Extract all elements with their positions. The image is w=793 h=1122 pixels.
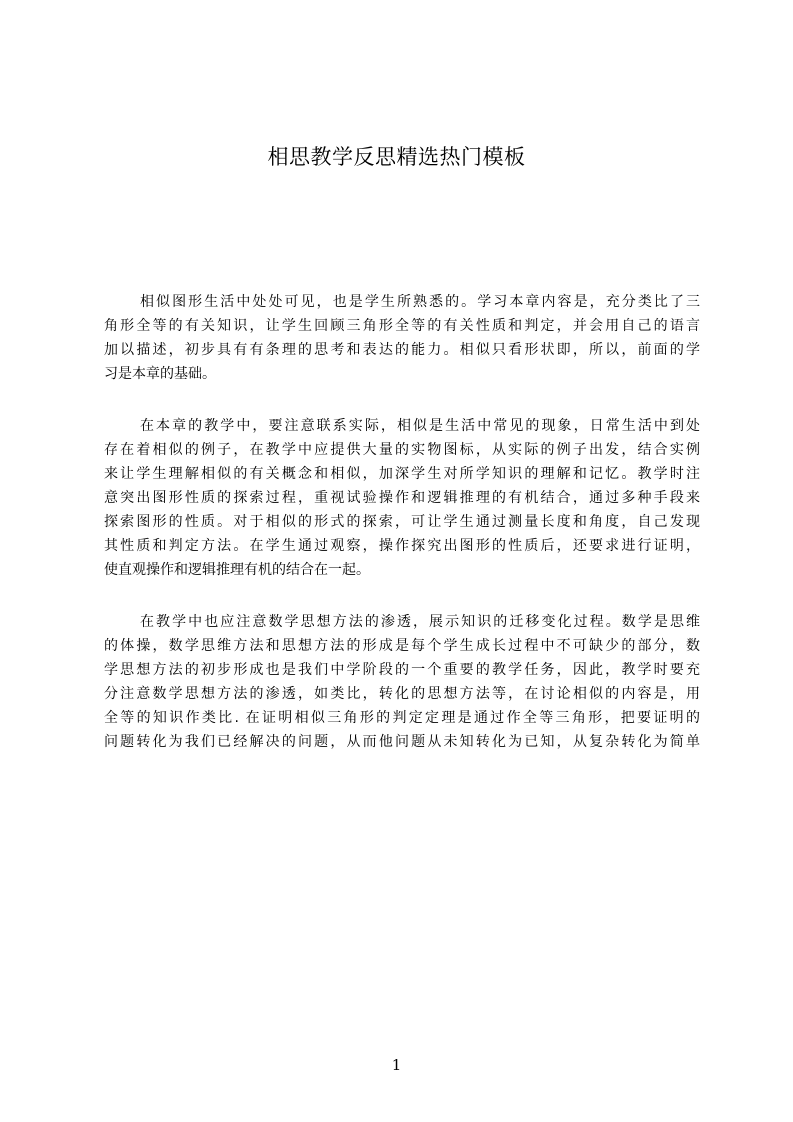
text-line: 在本章的教学中，要注意联系实际，相似是生活中常见的现象，日常生活中到处 bbox=[140, 418, 700, 434]
paragraph-3 bbox=[104, 610, 700, 754]
text-line: 问题转化为我们已经解决的问题，从而他问题从未知转化为已知，从复杂转化为简单 bbox=[104, 734, 700, 750]
document-body bbox=[104, 290, 700, 782]
text-line: 全等的知识作类比. 在证明相似三角形的判定定理是通过作全等三角形，把要证明的 bbox=[104, 710, 700, 726]
text-line: 其性质和判定方法。在学生通过观察，操作探究出图形的性质后，还要求进行证明， bbox=[104, 538, 700, 554]
page-number: 1 bbox=[391, 1056, 402, 1074]
text-line: 的体操，数学思维方法和思想方法的形成是每个学生成长过程中不可缺少的部分，数 bbox=[104, 638, 700, 654]
paragraph-1 bbox=[104, 290, 700, 386]
paragraph-2 bbox=[104, 414, 700, 582]
text-line: 来让学生理解相似的有关概念和相似，加深学生对所学知识的理解和记忆。教学时注 bbox=[104, 466, 700, 482]
text-line: 学思想方法的初步形成也是我们中学阶段的一个重要的教学任务，因此，教学时要充 bbox=[104, 662, 700, 678]
document-title: 相思教学反思精选热门模板 bbox=[267, 145, 526, 169]
text-line: 加以描述，初步具有有条理的思考和表达的能力。相似只看形状即，所以，前面的学 bbox=[104, 342, 700, 358]
text-line: 使直观操作和逻辑推理有机的结合在一起。 bbox=[104, 562, 370, 578]
text-line: 意突出图形性质的探索过程，重视试验操作和逻辑推理的有机结合，通过多种手段来 bbox=[104, 490, 700, 506]
text-line: 相似图形生活中处处可见，也是学生所熟悉的。学习本章内容是，充分类比了三 bbox=[140, 294, 700, 310]
text-line: 探索图形的性质。对于相似的形式的探索，可让学生通过测量长度和角度，自己发现 bbox=[104, 514, 700, 530]
text-line: 习是本章的基础。 bbox=[104, 366, 216, 382]
text-line: 分注意数学思想方法的渗透，如类比，转化的思想方法等，在讨论相似的内容是，用 bbox=[104, 686, 700, 702]
text-line: 存在着相似的例子，在教学中应提供大量的实物图标，从实际的例子出发，结合实例 bbox=[104, 442, 700, 458]
text-line: 在教学中也应注意数学思想方法的渗透，展示知识的迁移变化过程。数学是思维 bbox=[140, 614, 700, 630]
text-line: 角形全等的有关知识，让学生回顾三角形全等的有关性质和判定，并会用自己的语言 bbox=[104, 318, 700, 334]
